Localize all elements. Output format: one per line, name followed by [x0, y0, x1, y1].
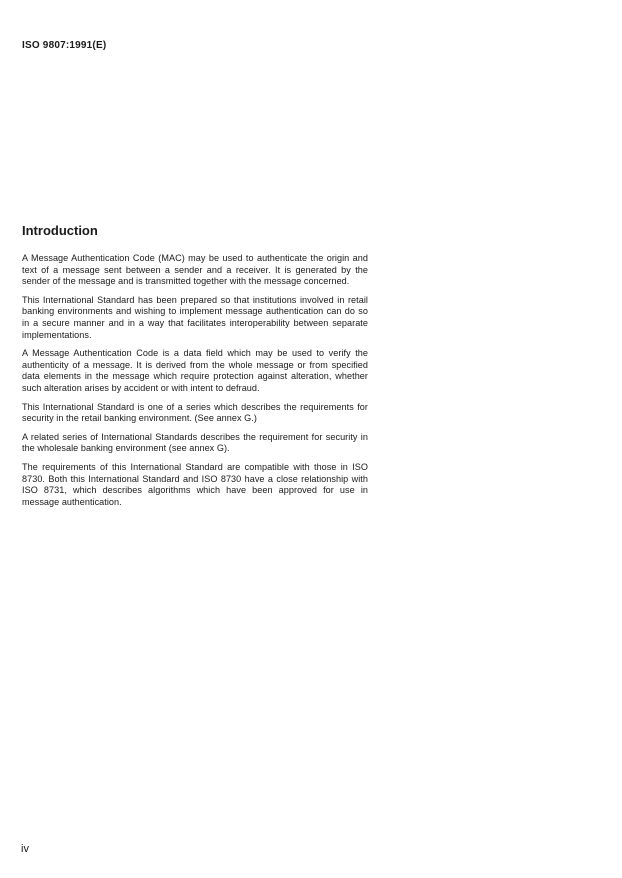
section-title: Introduction — [22, 223, 98, 238]
paragraph-wholesale-series: A related series of International Standards describes the requirement for security in the wholesale banking environment (see annex G). — [22, 431, 368, 454]
paragraph-mac-definition: A Message Authentication Code is a data field which may be used to verify the authenticity of a message. It is derived from the whole message or from specified data elements in the message which require protection against alteration, whether such alteration arises by accident or with intent to defraud. — [22, 348, 368, 393]
paragraph-standard-purpose: This International Standard has been prepared so that institutions involved in retail banking environments and wishing to implement message authentication can do so in a secure manner and in a way that facilitates interoperability between separate implementations. — [22, 294, 368, 340]
introduction-body — [22, 253, 368, 515]
paragraph-retail-series: This International Standard is one of a series which describes the requirements for security in the retail banking environment. (See annex G.) — [22, 401, 368, 424]
document-identifier: ISO 9807:1991(E) — [22, 40, 107, 51]
paragraph-mac-purpose: A Message Authentication Code (MAC) may be used to authenticate the origin and text of a message sent between a sender and a receiver. It is generated by the sender of the message and is transmitted together with the message concerned. — [22, 253, 368, 287]
paragraph-compatibility: The requirements of this International Standard are compatible with those in ISO 8730. Both this International Standard and ISO 8730 have a close relationship with ISO 8731, which describes algorithms which have been approved for use in message authentication. — [22, 461, 368, 507]
page-number: iv — [21, 843, 29, 855]
